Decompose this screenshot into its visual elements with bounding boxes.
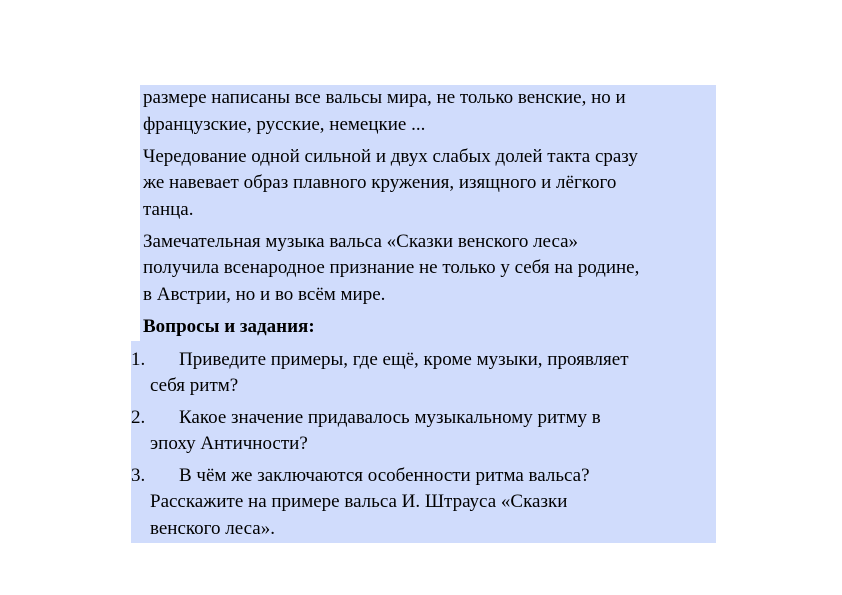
question-3-line-3: венского леса». [150,518,275,539]
paragraph-2-line-2: же навевает образ плавного кружения, изящного и лёгкого [143,172,617,193]
paragraph-2-line-3: танца. [143,199,194,220]
question-2-line-2: эпоху Античности? [150,433,308,454]
question-1-line-2: себя ритм? [150,375,239,396]
question-2-line-1: Какое значение придавалось музыкальному ритму в [179,407,601,428]
question-3-line-1: В чём же заключаются особенности ритма вальса? [179,465,590,486]
paragraph-1-line-1: размере написаны все вальсы мира, не только венские, но и [143,87,626,108]
question-2-number: 2. [131,407,146,428]
question-3-line-2: Расскажите на примере вальса И. Штрауса «Сказки [150,491,568,512]
paragraph-3-line-3: в Австрии, но и во всём мире. [143,284,386,305]
question-3-number: 3. [131,465,146,486]
question-1-line-1: Приведите примеры, где ещё, кроме музыки, проявляет [179,349,629,370]
paragraph-2-line-1: Чередование одной сильной и двух слабых долей такта сразу [143,146,638,167]
paragraph-3-line-2: получила всенародное признание не только у себя на родине, [143,257,640,278]
paragraph-1-line-2: французские, русские, немецкие ... [143,114,426,135]
questions-heading: Вопросы и задания: [143,316,315,337]
question-1-number: 1. [131,349,146,370]
paragraph-3-line-1: Замечательная музыка вальса «Сказки венского леса» [143,231,579,252]
